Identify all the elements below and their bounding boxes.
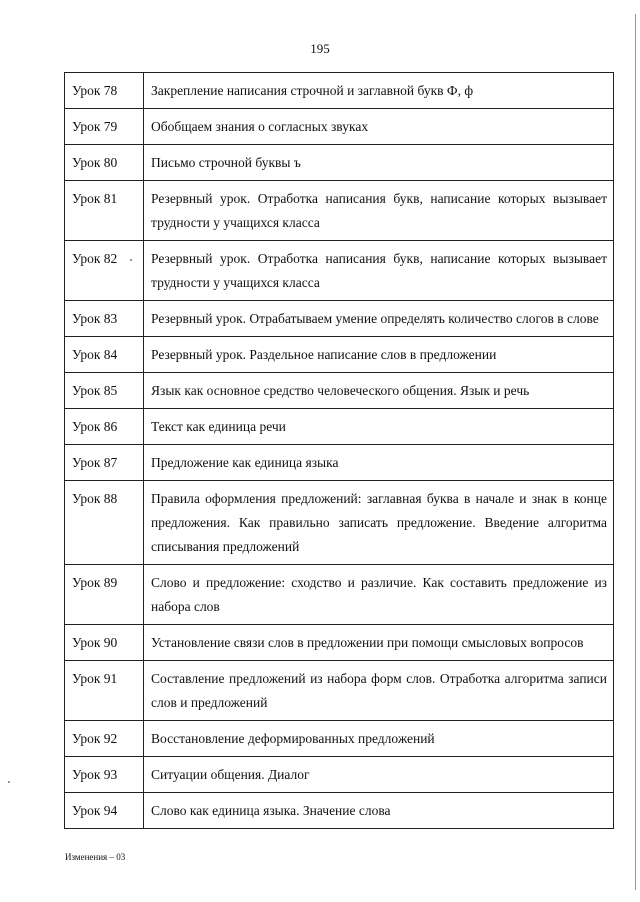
table-row — [65, 445, 614, 481]
page-number: 195 — [310, 41, 330, 56]
lessons-table — [64, 72, 614, 829]
table-row — [65, 721, 614, 757]
scan-edge-line — [635, 14, 636, 890]
lessons-table-body — [65, 73, 614, 829]
lesson-number: Урок 78 — [65, 73, 144, 109]
lesson-topic: Правила оформления предложений: заглавная буква в начале и знак в конце предложения. Как правильно записать предложение. Введение алгоритма списывания предложений — [144, 481, 614, 565]
table-row — [65, 301, 614, 337]
lesson-topic: Резервный урок. Отрабатываем умение определять количество слогов в слове — [144, 301, 614, 337]
lesson-topic: Предложение как единица языка — [144, 445, 614, 481]
lesson-topic: Резервный урок. Раздельное написание слов в предложении — [144, 337, 614, 373]
lesson-number: Урок 81 — [65, 181, 144, 241]
table-row — [65, 181, 614, 241]
lesson-topic: Составление предложений из набора форм слов. Отработка алгоритма записи слов и предложений — [144, 661, 614, 721]
table-row — [65, 409, 614, 445]
table-row — [65, 661, 614, 721]
table-row — [65, 337, 614, 373]
revision-footer: Изменения – 03 — [65, 852, 126, 862]
scan-speck — [8, 781, 10, 783]
lesson-topic: Ситуации общения. Диалог — [144, 757, 614, 793]
lesson-topic: Установление связи слов в предложении при помощи смысловых вопросов — [144, 625, 614, 661]
lesson-topic: Резервный урок. Отработка написания букв, написание которых вызывает трудности у учащихся класса — [144, 241, 614, 301]
table-row — [65, 565, 614, 625]
lesson-topic: Слово как единица языка. Значение слова — [144, 793, 614, 829]
lesson-number: Урок 92 — [65, 721, 144, 757]
lesson-number: Урок 85 — [65, 373, 144, 409]
lesson-number: Урок 84 — [65, 337, 144, 373]
lesson-topic: Письмо строчной буквы ъ — [144, 145, 614, 181]
lesson-number: Урок 87 — [65, 445, 144, 481]
table-row — [65, 241, 614, 301]
table-row — [65, 625, 614, 661]
lesson-topic: Закрепление написания строчной и заглавной букв Ф, ф — [144, 73, 614, 109]
lesson-topic: Резервный урок. Отработка написания букв, написание которых вызывает трудности у учащихся класса — [144, 181, 614, 241]
table-row — [65, 73, 614, 109]
lesson-number: Урок 91 — [65, 661, 144, 721]
lesson-number: Урок 83 — [65, 301, 144, 337]
table-row — [65, 757, 614, 793]
table-row — [65, 373, 614, 409]
lesson-topic: Язык как основное средство человеческого общения. Язык и речь — [144, 373, 614, 409]
scan-speck — [130, 259, 132, 261]
table-row — [65, 481, 614, 565]
lesson-number: Урок 89 — [65, 565, 144, 625]
lesson-number: Урок 80 — [65, 145, 144, 181]
lesson-number: Урок 79 — [65, 109, 144, 145]
lesson-number: Урок 94 — [65, 793, 144, 829]
lesson-number: Урок 82 — [65, 241, 144, 301]
lesson-number: Урок 88 — [65, 481, 144, 565]
table-row — [65, 145, 614, 181]
lesson-number: Урок 93 — [65, 757, 144, 793]
table-row — [65, 109, 614, 145]
lesson-topic: Обобщаем знания о согласных звуках — [144, 109, 614, 145]
lesson-topic: Текст как единица речи — [144, 409, 614, 445]
lesson-topic: Восстановление деформированных предложений — [144, 721, 614, 757]
table-row — [65, 793, 614, 829]
lesson-topic: Слово и предложение: сходство и различие. Как составить предложение из набора слов — [144, 565, 614, 625]
lesson-number: Урок 86 — [65, 409, 144, 445]
lesson-number: Урок 90 — [65, 625, 144, 661]
